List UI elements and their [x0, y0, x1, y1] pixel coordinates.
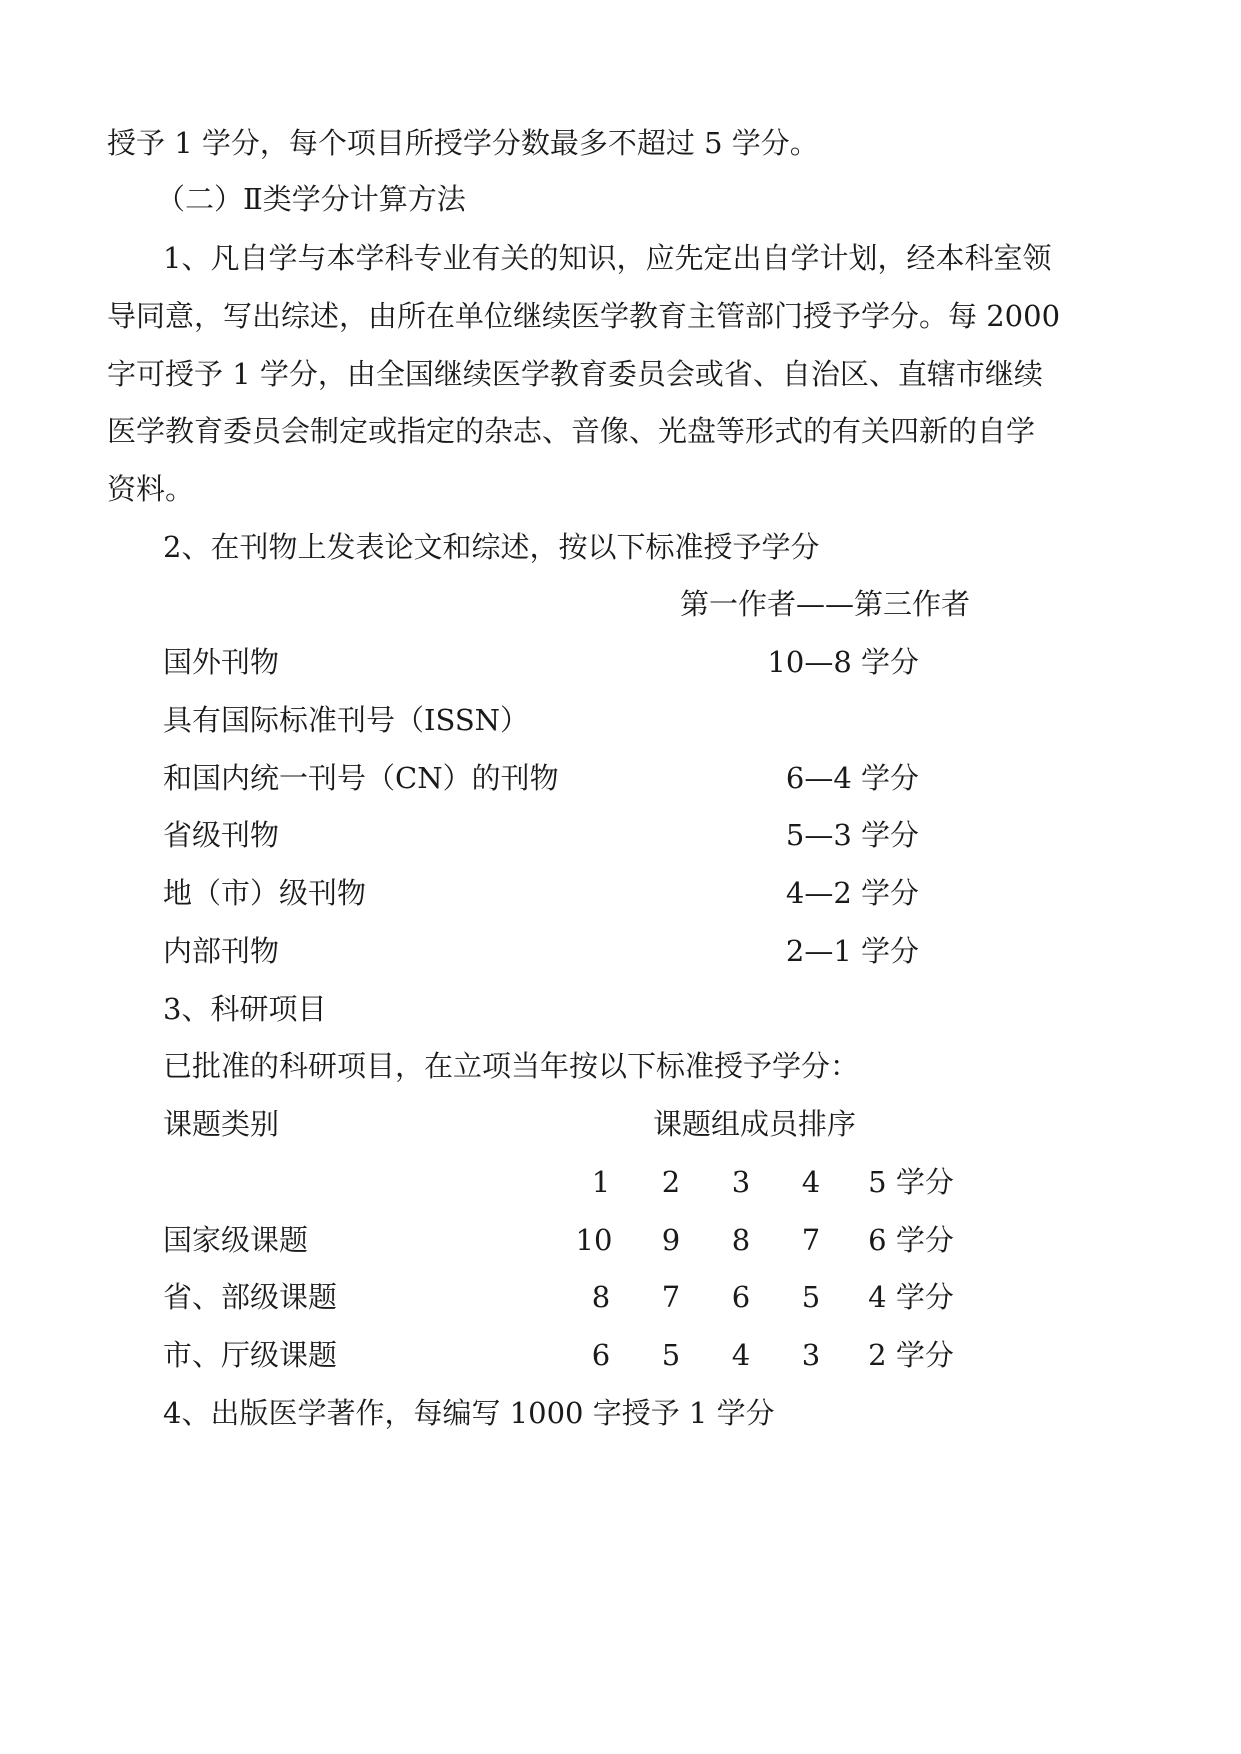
research-cell: 6 — [731, 1280, 751, 1314]
research-cell: 7 — [801, 1223, 821, 1257]
journal-row-credits: 4—2 学分 — [785, 876, 919, 910]
item4-heading: 4、出版医学著作，每编写 1000 字授予 1 学分 — [163, 1396, 775, 1430]
item1-line2: 导同意，写出综述，由所在单位继续医学教育主管部门授予学分。每 2000 — [107, 299, 1061, 333]
rank-cell: 3 — [731, 1165, 751, 1199]
item1-line3: 字可授予 1 学分，由全国继续医学教育委员会或省、自治区、直辖市继续 — [107, 357, 1043, 391]
rank-cell: 1 — [591, 1165, 611, 1199]
research-row-label: 国家级课题 — [163, 1223, 309, 1257]
research-cell: 6 学分 — [868, 1223, 954, 1257]
item3-description: 已批准的科研项目，在立项当年按以下标准授予学分： — [163, 1049, 860, 1083]
journal-table-header: 第一作者——第三作者 — [680, 587, 971, 621]
research-col-header-rank: 课题组成员排序 — [653, 1107, 857, 1141]
journal-row-credits: 2—1 学分 — [785, 934, 919, 968]
rank-cell: 4 — [801, 1165, 821, 1199]
research-cell: 7 — [661, 1280, 681, 1314]
research-cell: 3 — [801, 1338, 821, 1372]
item2-heading: 2、在刊物上发表论文和综述，按以下标准授予学分 — [163, 530, 820, 564]
paragraph-continuation: 授予 1 学分，每个项目所授学分数最多不超过 5 学分。 — [107, 126, 819, 160]
research-col-header-category: 课题类别 — [163, 1107, 280, 1141]
journal-row-label: 国外刊物 — [163, 645, 280, 679]
journal-row-credits: 5—3 学分 — [785, 818, 919, 852]
journal-row-label: 省级刊物 — [163, 818, 280, 852]
item3-heading: 3、科研项目 — [163, 992, 327, 1026]
research-row-label: 市、厅级课题 — [163, 1338, 338, 1372]
research-cell: 6 — [591, 1338, 611, 1372]
research-cell: 8 — [731, 1223, 751, 1257]
research-cell: 8 — [591, 1280, 611, 1314]
research-cell: 4 — [731, 1338, 751, 1372]
rank-cell: 2 — [661, 1165, 681, 1199]
section-heading: （二）Ⅱ类学分计算方法 — [156, 182, 466, 216]
research-cell: 9 — [661, 1223, 681, 1257]
journal-row-label: 和国内统一刊号（CN）的刊物 — [163, 761, 559, 795]
rank-cell: 5 学分 — [868, 1165, 954, 1199]
research-cell: 4 学分 — [868, 1280, 954, 1314]
research-cell: 2 学分 — [868, 1338, 954, 1372]
research-row-label: 省、部级课题 — [163, 1280, 338, 1314]
research-cell: 5 — [661, 1338, 681, 1372]
item1-line4: 医学教育委员会制定或指定的杂志、音像、光盘等形式的有关四新的自学 — [107, 414, 1036, 448]
journal-row-label: 内部刊物 — [163, 934, 280, 968]
journal-row-label: 地（市）级刊物 — [163, 876, 367, 910]
research-cell: 10 — [575, 1223, 613, 1257]
journal-row-label: 具有国际标准刊号（ISSN） — [163, 703, 530, 737]
research-cell: 5 — [801, 1280, 821, 1314]
item1-line5: 资料。 — [107, 472, 195, 506]
journal-row-credits: 10—8 学分 — [767, 645, 919, 679]
item1-line1: 1、凡自学与本学科专业有关的知识，应先定出自学计划，经本科室领 — [163, 241, 1052, 275]
journal-row-credits: 6—4 学分 — [785, 761, 919, 795]
